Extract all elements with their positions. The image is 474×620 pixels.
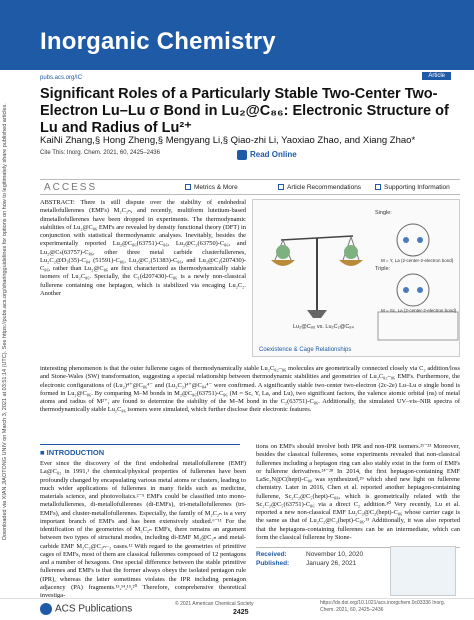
page-number: 2425	[233, 609, 249, 616]
journal-cover-thumbnail[interactable]	[390, 546, 456, 596]
article-title: Significant Roles of a Particularly Stable Two-Center Two-Electron Lu–Lu σ Bond in Lu₂@C₈₆: Electronic Structure of Lu and Radius of Lu²⁺	[40, 86, 449, 136]
abstract-continued: interesting phenomenon is that the outer fullerene cages of thermodynamically stable Lu₂C₈₂–₈₆ molecules are geometrically connected closely via C₂ addition/loss and Stone-Wales (SW) transformation, suggesting a special relationship between thermodynamic stabilities and geometries of Lu₂C₈₂–₈₆ EMFs. Furthermore, the electronic configurations of (Lu₂)⁴⁺@C₈₆⁴⁻ and (Lu₂C₂)⁴⁺@C₈₄⁴⁻ were confirmed. A significantly stable two-center two-electron (2c-2e) Lu–Lu σ single bond is formed in Lu₂@C₈₆. By comparing M–M bonds in M₂@C₈₆(63751)-C₈₆ (M = Sc, Y, La, and Lu), two significant factors, the valence atomic orbital (ns) of metal atoms and radius of M²⁺, are found to determine the stability of the M–M bond in the C₂(63751)-C₈₆. Additionally, the simulated UV–vis–NIR spectra of thermodynamically stable Lu₂C₈₆ isomers were simulated, which further disclose their electronic features.	[40, 365, 460, 414]
supporting-info-icon	[375, 184, 381, 190]
toc-m2-label: M = Sc, La (2-center-2-electron bond)	[381, 308, 457, 313]
toc-graphic	[252, 199, 460, 357]
doi-link[interactable]: https://dx.doi.org/10.1021/acs.inorgchem.0c03336 Inorg. Chem. 2021, 60, 2425–2436	[320, 600, 446, 613]
publisher-name: ACS Publications	[55, 603, 133, 615]
published-date: January 26, 2021	[306, 560, 357, 567]
toc-caption: Coexistence & Cage Relationships	[259, 347, 352, 353]
author-list: KaiNi Zhang,§ Hong Zheng,§ Mengyang Li,§ Qiao-zhi Li, Yaoxiao Zhao, and Xiang Zhao*	[40, 135, 416, 146]
toc-triple-label: Triple:	[375, 266, 391, 272]
acs-logo[interactable]	[40, 603, 132, 615]
page-footer	[0, 598, 474, 620]
section-divider	[40, 444, 240, 445]
toc-illustration	[253, 200, 461, 358]
download-note: Downloaded via XIAN JIAOTONG UNIV on March 3, 2021 at 03:51:14 (UTC). See https://pubs.acs.org/sharingguidelines for options on how to legitimately share published articles.	[2, 103, 8, 540]
metrics-link[interactable]	[185, 184, 238, 191]
toc-scale-label: Lu₂@C₈₆ vs. Lu₂C₂@C₈₄	[293, 324, 354, 330]
read-online-icon	[237, 150, 247, 160]
recommendations-label: Article Recommendations	[287, 184, 362, 191]
journal-title: Inorganic Chemistry	[40, 28, 276, 55]
published-label: Published:	[256, 560, 290, 567]
toc-m1-label: M = Y, La (2-center-2-electron bond)	[381, 258, 454, 263]
supporting-info-label: Supporting Information	[384, 184, 450, 191]
access-label: ACCESS	[44, 182, 98, 193]
access-bar	[40, 179, 460, 195]
metrics-label: Metrics & More	[194, 184, 238, 191]
toc-single-label: Single:	[375, 210, 392, 216]
introduction-heading: ■ INTRODUCTION	[40, 448, 105, 457]
citation-line: Cite This: Inorg. Chem. 2021, 60, 2425–2436	[40, 150, 160, 156]
acs-icon	[40, 603, 52, 615]
journal-banner	[0, 0, 474, 70]
abstract-left: ABSTRACT: There is still dispute over the stability of endohedral metallofullerenes (EMFs) M₂C₂ₙ, and recently, multiform lutetium-based dimetallofullerenes have been dropped in experiments. The thermodynamic stabilities of Lu₂@C₈₆ EMFs are revealed by density functional theory (DFT) in conjunction with statistical thermodynamic analyses. Inevitably, besides the experimentally reported Lu₂@C₈₆(63751)-C₈₆, Lu₂@C₂(63750)-C₈₆, and Lu₂@Cₛ(63757)-C₈₆, other three metal carbide clusterfullerenes, Lu₂C₂@D₃(35)-C₈₄ (51591)-C₈₆, Lu₂@C₂(51383)-C₈₆, and Lu₂@C₁(207430)-C₈₆, rather than Lu₂@C₈₆ are first characterized as thermodynamically stable isomers of Lu₂C₈₆. Specially, the C₁(d207430)-C₈₆ is a newly non-classical fullerene containing one heptagon, which is stabilized via encaging Lu₂C₂. Another	[40, 199, 246, 297]
recommendations-icon	[278, 184, 284, 190]
copyright: © 2021 American Chemical Society	[175, 601, 254, 607]
supporting-info-link[interactable]	[375, 184, 450, 191]
recommendations-link[interactable]	[278, 184, 361, 191]
received-label: Received:	[256, 551, 287, 558]
received-date: November 10, 2020	[306, 551, 364, 558]
body-column-left: Ever since the discovery of the first endohedral metallofullerene (EMF) La@C₈₂ in 1991,¹ the chemical/physical properties of fullerenes have been profoundly changed by encapsulating various metal atoms or clusters, leading to much wider applications of fullerenes in many fields such as medicine, materials science, and photovoltaics.²⁻⁵ EMFs could be classified into mono-metallofullerenes, di-metallofullerenes (di-EMFs), tri-metallofullerenes (tri-EMFs), and cluster-metallofullerenes. Especially, the family of M₂C₂ₙ is a very important branch of EMFs and has been extensively studied.⁶⁻¹¹ For the identification of the geometries of M₂C₂ₙ EMFs, there remains an argument between two types of structural modes, including di-EMF M₂@C₂ₙ and metal-carbide EMF M₂C₂@C₂ₙ₋₂ cases.¹² With regard to the geometries of primitive cages of EMFs, most of them are classical fullerenes composed of 12 pentagons and a number of hexagons. One special difference between the stable primitive fullerenes and EMFs is that the former always obeys the isolated pentagon rule (IPR), whereas the latter sometimes violates the IPR including pentagon adjacency (PA) fragments.¹³,¹⁴,¹⁵,²⁰ Therefore, comprehensive theoretical investiga-	[40, 460, 246, 599]
metrics-icon	[185, 184, 191, 190]
read-online-label: Read Online	[250, 150, 297, 160]
journal-url[interactable]: pubs.acs.org/IC	[40, 75, 83, 81]
body-column-right: tions on EMFs should involve both IPR and non-IPR isomers.²¹⁻²³ Moreover, besides the classical fullerenes, some experiments revealed that non-classical fullerenes including a heptagon ring can also stably exist in the form of EMFs or fullerene derivatives.²⁴⁻²⁸ In 2014, the first heptagon-containing EMF LaSc₂N@C(hept)-C₈₀ was synthesized,²⁹ which shed new light on fullerene chemistry. Later in 2016, Chen et al. reported another heptagon-containing fullerene, Sc₂C₂@C₅(hept)-C₈₈, which is geometrically related with the Sc₂C₂@C₅(63751)-C₈₆ via a direct C₂ addition.³⁰ Very recently, Lu et al. reported a new non-classical EMF Lu₂C₂@C₂(hept)-C₈₆ whose carrier cage is the same as that of Lu₂C₂@C₂(hept)-C₈₆.³¹ Additionally, it was also reported that the heptagons-containing fullerenes can be an intermediate, which can form the classical fullerene by Stone-	[256, 443, 460, 541]
article-badge: Article	[422, 72, 451, 80]
read-online-button[interactable]	[237, 150, 297, 160]
download-sidebar	[2, 103, 12, 540]
